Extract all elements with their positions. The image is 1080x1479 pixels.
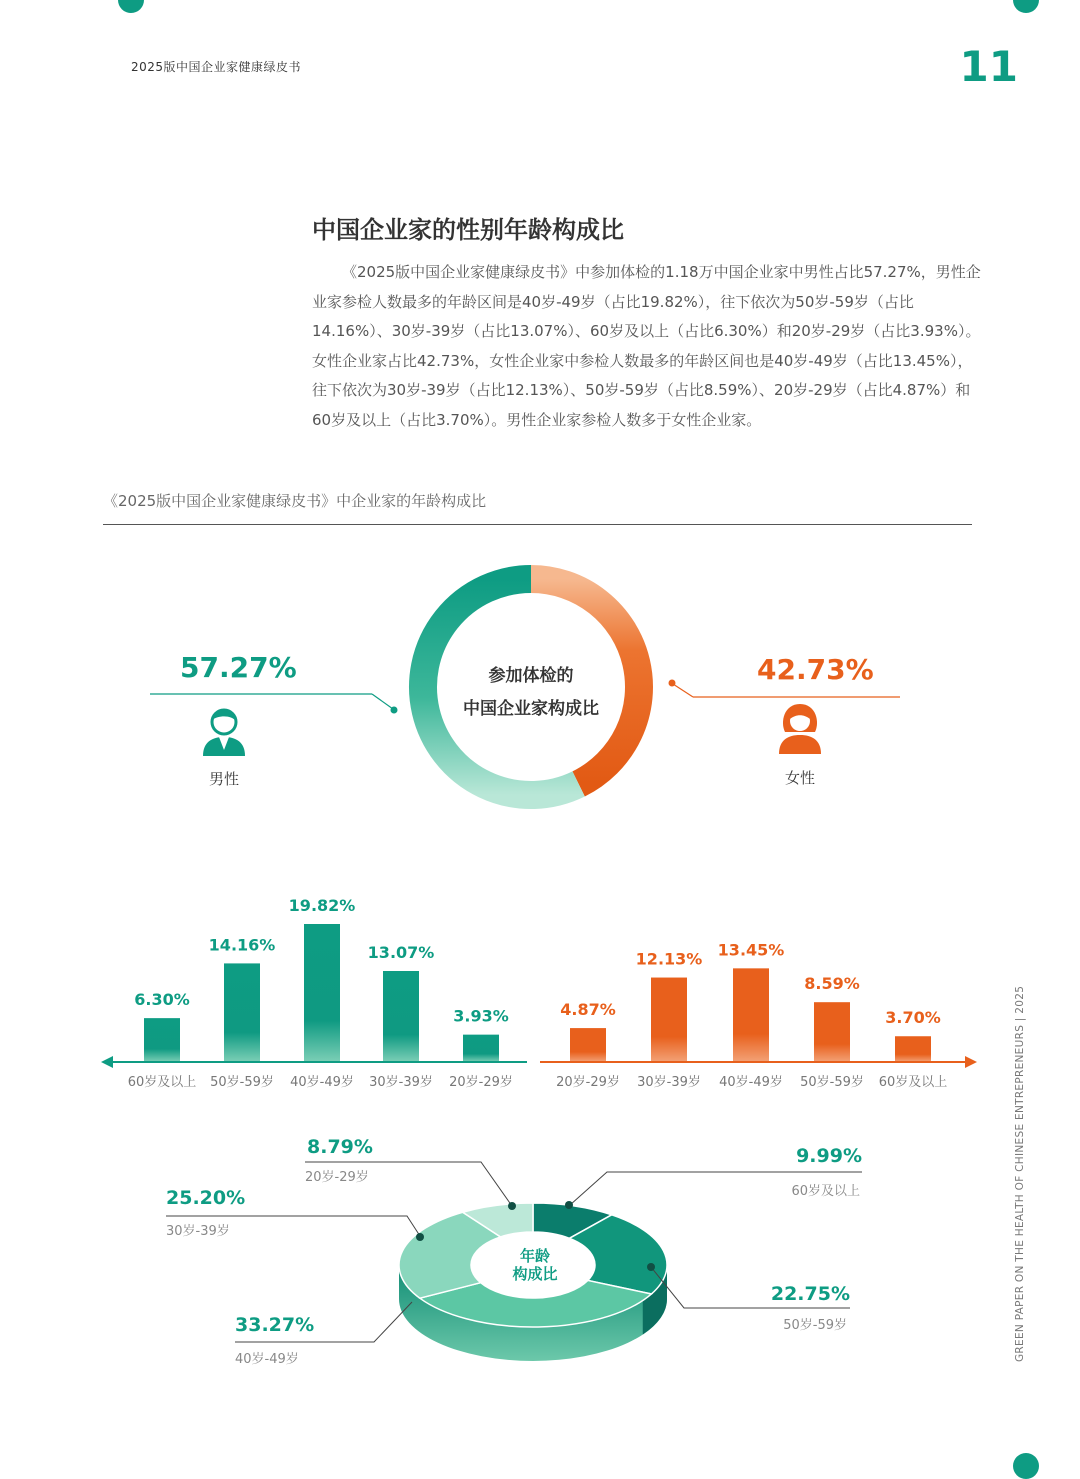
male-person-icon <box>203 710 245 756</box>
female-percent: 42.73% <box>757 653 874 686</box>
bar-category-label: 20岁-29岁 <box>449 1075 513 1090</box>
bar-value-label: 6.30% <box>134 990 190 1010</box>
callout-30-39-value: 25.20% <box>166 1187 246 1209</box>
bar-category-label: 40岁-49岁 <box>290 1075 354 1090</box>
bar-value-label: 4.87% <box>560 1000 616 1020</box>
callout-60-plus-value: 9.99% <box>796 1145 862 1167</box>
bar-value-label: 13.45% <box>717 940 785 960</box>
bar-value-label: 13.07% <box>367 942 435 962</box>
donut-slice-male <box>423 579 579 795</box>
bar-category-label: 30岁-39岁 <box>637 1075 701 1090</box>
bar-male-2 <box>304 924 340 1062</box>
chart-caption: 《2025版中国企业家健康绿皮书》中企业家的年龄构成比 <box>103 492 487 510</box>
callout-60-plus-label: 60岁及以上 <box>791 1184 860 1199</box>
callout-50-59 <box>647 1263 850 1333</box>
header-title: 2025版中国企业家健康绿皮书 <box>131 60 302 74</box>
callout-60-plus <box>565 1145 862 1209</box>
bar-category-label: 40岁-49岁 <box>719 1075 783 1090</box>
age-donut-center-label-2: 构成比 <box>512 1265 558 1283</box>
bar-category-label: 60岁及以上 <box>127 1075 197 1090</box>
female-leader-dot <box>669 680 676 687</box>
bar-value-label: 19.82% <box>288 896 356 915</box>
female-axis-arrow-icon <box>965 1056 977 1068</box>
callout-50-59-value: 22.75% <box>770 1283 850 1305</box>
page-number: 11 <box>959 42 1018 91</box>
bar-male-1 <box>224 963 260 1062</box>
female-label: 女性 <box>784 769 816 787</box>
bar-female-4 <box>895 1036 931 1062</box>
callout-30-39 <box>166 1187 424 1241</box>
bar-value-label: 14.16% <box>208 935 276 955</box>
female-age-bar-chart <box>556 940 947 1090</box>
donut-center-label-2: 中国企业家构成比 <box>463 699 599 719</box>
bar-value-label: 3.70% <box>885 1008 941 1028</box>
donut-center-label-1: 参加体检的 <box>488 666 574 686</box>
section-paragraph: 《2025版中国企业家健康绿皮书》中参加体检的1.18万中国企业家中男性占比57.27%，男性企业家参检人数最多的年龄区间是40岁-49岁（占比19.82%），往下依次为50岁-59岁（占比14.16%）、30岁-39岁（占比13.07%）、60岁及以上（占比6.30%）和20岁-29岁（占比3.93%）。女性企业家占比42.73%，女性企业家中参检人数最多的年龄区间也是40岁-49岁（占比13.45%），往下依次为30岁-39岁（占比12.13%）、50岁-59岁（占比8.59%）、20岁-29岁（占比4.87%）和60岁及以上（占比3.70%）。男性企业家参检人数多于女性企业家。 <box>312 263 981 429</box>
bar-male-3 <box>383 971 419 1062</box>
bar-category-label: 20岁-29岁 <box>556 1075 620 1090</box>
female-person-icon <box>779 704 821 754</box>
callout-50-59-label: 50岁-59岁 <box>783 1318 847 1333</box>
callout-40-49 <box>235 1302 412 1367</box>
bar-category-label: 50岁-59岁 <box>800 1075 864 1090</box>
callout-20-29 <box>305 1136 516 1210</box>
bar-category-label: 50岁-59岁 <box>210 1075 274 1090</box>
bar-value-label: 12.13% <box>635 949 703 969</box>
callout-30-39-label: 30岁-39岁 <box>166 1224 230 1239</box>
callout-20-29-label: 20岁-29岁 <box>305 1170 369 1185</box>
bar-female-0 <box>570 1028 606 1062</box>
bar-value-label: 8.59% <box>804 974 860 994</box>
bar-female-2 <box>733 968 769 1062</box>
age-donut-center-label-1: 年龄 <box>519 1247 551 1265</box>
bar-female-3 <box>814 1002 850 1062</box>
bar-female-1 <box>651 978 687 1062</box>
bar-male-0 <box>144 1018 180 1062</box>
section-title: 中国企业家的性别年龄构成比 <box>312 216 624 244</box>
female-leader-line-diag <box>673 684 693 697</box>
male-leader-dot <box>391 707 398 714</box>
male-axis-arrow-icon <box>101 1056 113 1068</box>
bar-value-label: 3.93% <box>453 1006 509 1026</box>
bar-category-label: 30岁-39岁 <box>369 1075 433 1090</box>
callout-40-49-label: 40岁-49岁 <box>235 1352 299 1367</box>
bar-category-label: 60岁及以上 <box>878 1075 948 1090</box>
male-leader-line-diag <box>372 694 393 709</box>
callout-40-49-value: 33.27% <box>235 1314 315 1336</box>
gender-donut-chart <box>423 579 639 795</box>
male-age-bar-chart <box>128 896 513 1090</box>
male-percent: 57.27% <box>180 651 297 684</box>
side-vertical-text: GREEN PAPER ON THE HEALTH OF CHINESE ENTREPRENEURS | 2025 <box>1014 985 1026 1362</box>
bar-male-4 <box>463 1035 499 1062</box>
male-label: 男性 <box>208 770 240 788</box>
callout-20-29-value: 8.79% <box>307 1136 373 1158</box>
